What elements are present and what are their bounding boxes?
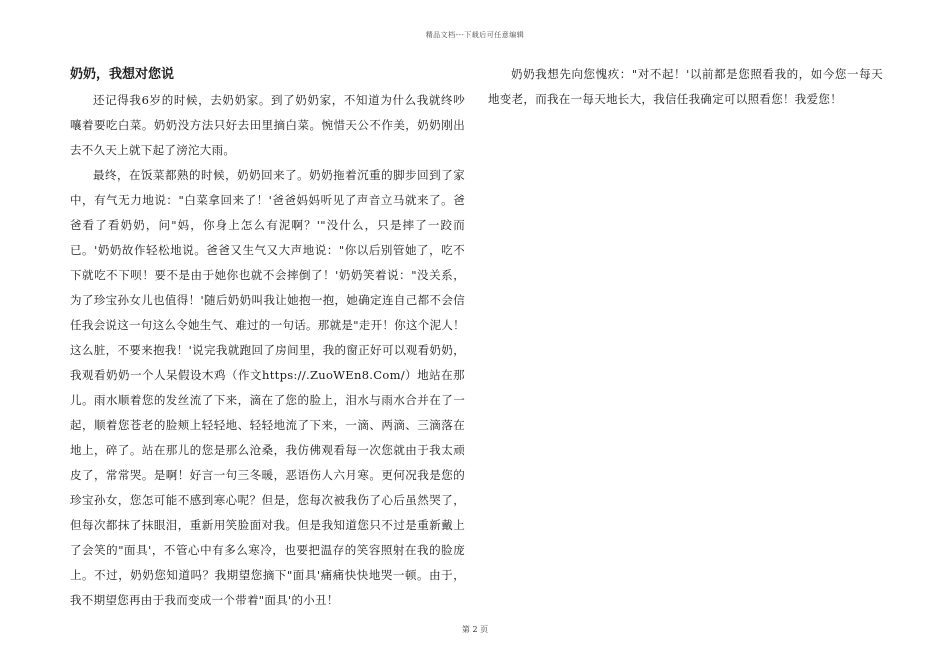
left-column: [70, 62, 465, 613]
paragraph-1: 还记得我6岁的时候，去奶奶家。到了奶奶家，不知道为什么我就终吵嚷着要吃白菜。奶奶没方法只好去田里摘白菜。惋惜天公不作美，奶奶刚出去不久天上就下起了滂沱大雨。: [70, 93, 465, 157]
page-number: 第 2 页: [461, 625, 489, 634]
right-column: [488, 62, 883, 112]
page-header: 精品文档---下载后可任意编辑: [425, 31, 525, 39]
paragraph-3: 奶奶我想先向您愧疚："对不起！'以前都是您照看我的，如今您一每天地变老，而我在一每天地长大，我信任我确定可以照看您！我爱您！: [488, 67, 883, 106]
paragraph-2: 最终，在饭菜都熟的时候，奶奶回来了。奶奶拖着沉重的脚步回到了家中，有气无力地说："白菜拿回来了！'爸爸妈妈听见了声音立马就来了。爸爸看了看奶奶，问"妈，你身上怎么有泥啊？'"没什么，只是摔了一跤而已。'奶奶故作轻松地说。爸爸又生气又大声地说："你以后别管她了，吃不下就吃不下呗！要不是由于她你也就不会摔倒了！'奶奶笑着说："没关系，为了珍宝孙女儿也值得！'随后奶奶叫我让她抱一抱，她确定连自己都不会信任我会说这一句这么令她生气、难过的一句话。那就是"走开！你这个泥人！这么脏，不要来抱我！'说完我就跑回了房间里，我的窗正好可以观看奶奶，我观看奶奶一个人呆假设木鸡（作文https://.ZuoWEn8.Com/）地站在那儿。雨水顺着您的发丝流了下来，滴在了您的脸上，泪水与雨水合并在了一起，顺着您苍老的脸颊上轻轻地、轻轻地流了下来，一滴、两滴、三滴落在地上，碎了。站在那儿的您是那么沧桑，我仿佛观看每一次您就由于我太顽皮了，常常哭。是啊！好言一句三冬暖，恶语伤人六月寒。更何况我是您的珍宝孙女，您怎可能不感到寒心呢？但是，您每次被我伤了心后虽然哭了，但每次都抹了抹眼泪，重新用笑脸面对我。但是我知道您只不过是重新戴上了会笑的"面具'，不管心中有多么寒冷，也要把温存的笑容照射在我的脸庞上。不过，奶奶您知道吗？我期望您摘下"面具'痛痛快快地哭一顿。由于，我不期望您再由于我而变成一个带着"面具'的小丑！: [70, 168, 465, 607]
essay-title: 奶奶，我想对您说: [70, 67, 175, 82]
